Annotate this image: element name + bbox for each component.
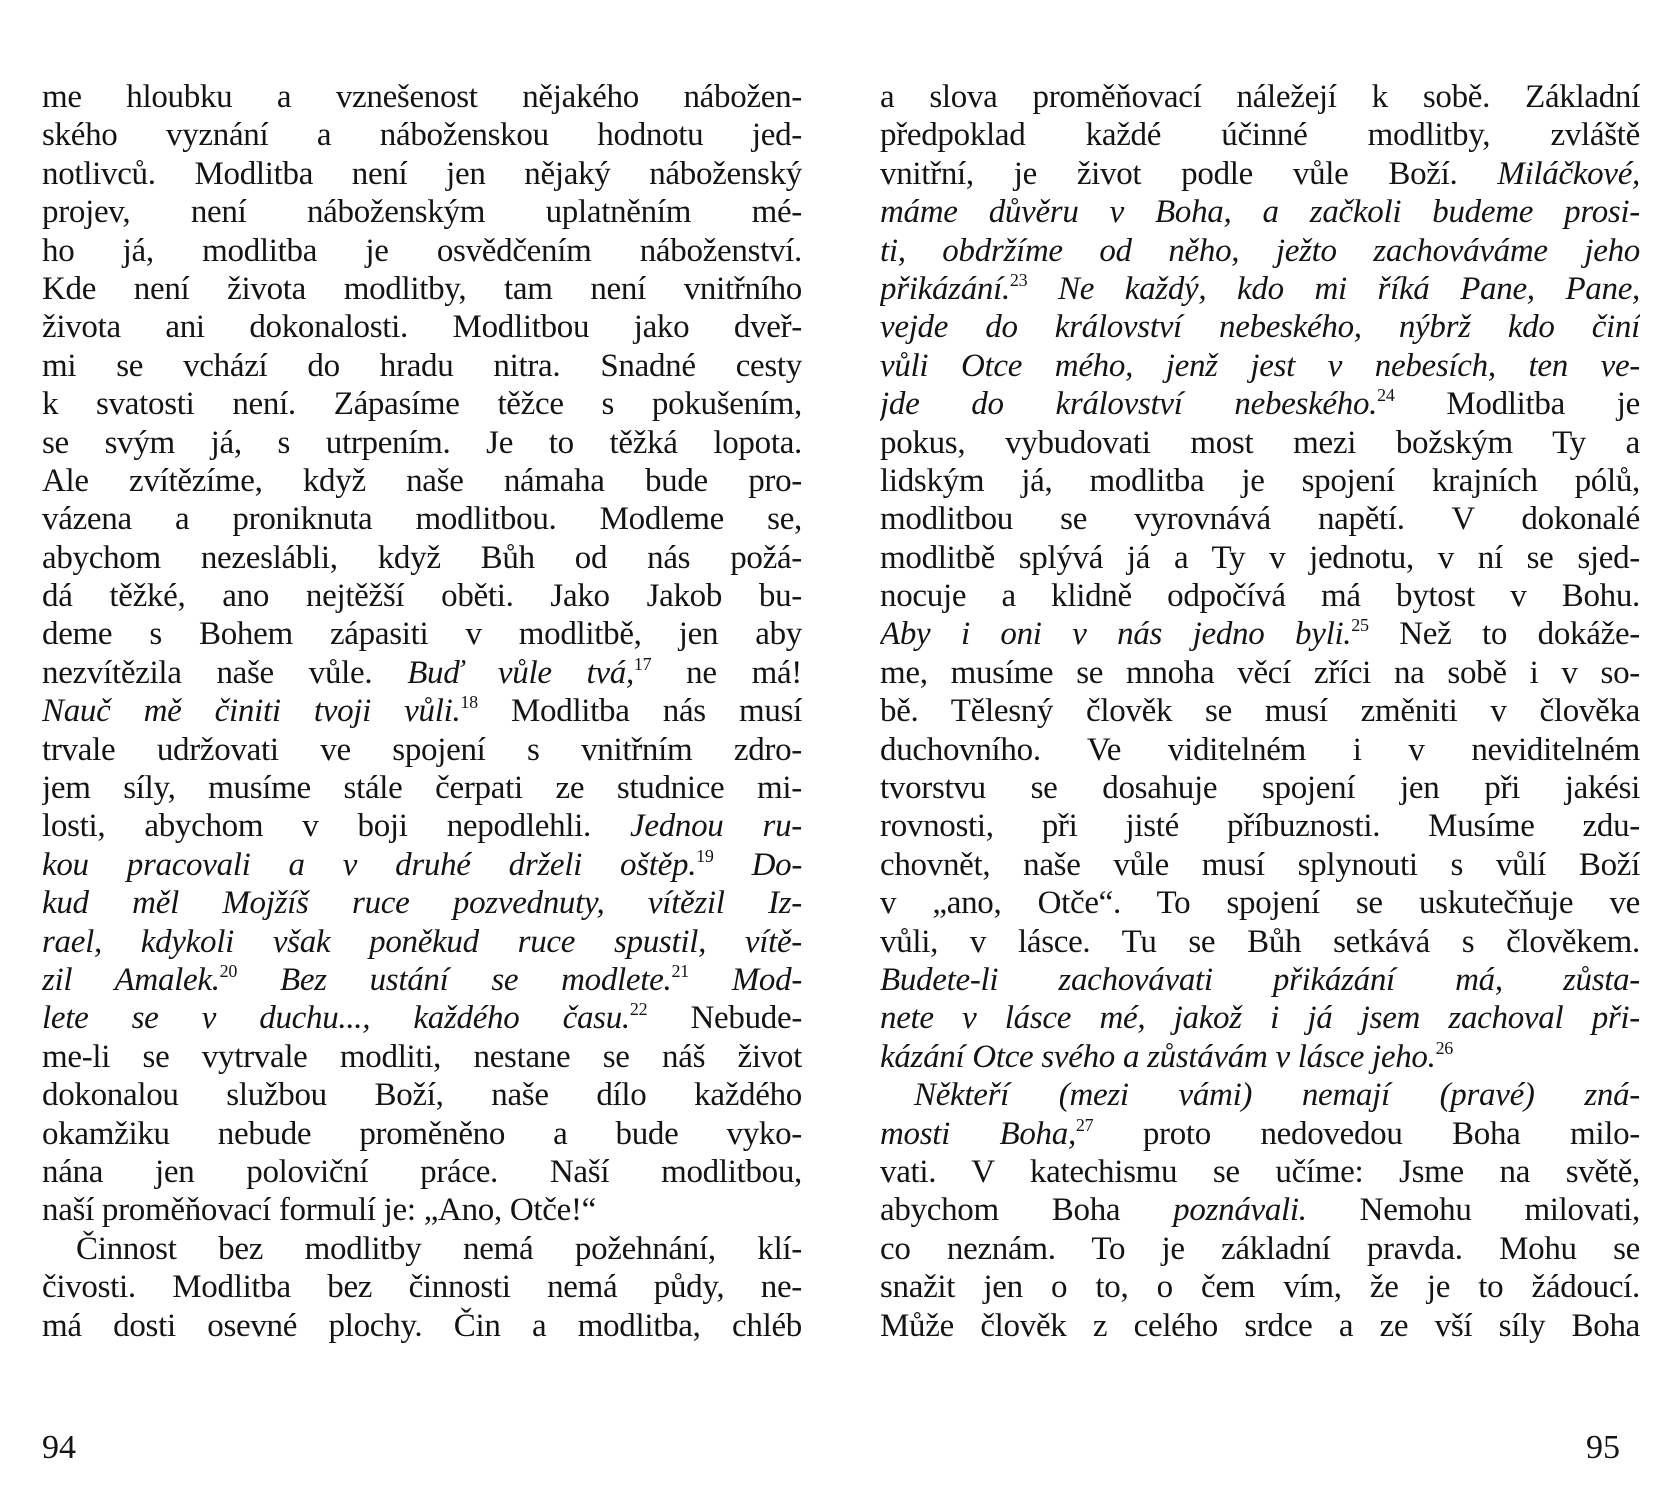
text-span: vázena a proniknuta modlitbou. Modleme se, — [42, 501, 802, 538]
text-span: me, musíme se mnoha věcí zříci na sobě i v so- — [880, 654, 1640, 691]
text-line — [880, 577, 1640, 615]
text-line — [42, 193, 802, 231]
text-span: naší proměňovací formulí je: „Ano, Otče!“ — [42, 1192, 597, 1229]
text-span: co neznám. To je základní pravda. Mohu se — [880, 1230, 1640, 1267]
text-line — [880, 884, 1640, 922]
text-line — [42, 999, 802, 1037]
text-line — [880, 1076, 1640, 1114]
text-span: mi se vchází do hradu nitra. Snadné cesty — [42, 347, 802, 384]
footnote-ref: 17 — [633, 653, 652, 674]
text-line — [42, 232, 802, 270]
text-span: okamžiku nebude proměněno a bude vyko- — [42, 1115, 802, 1152]
footnote-ref: 25 — [1351, 615, 1369, 636]
text-line — [880, 731, 1640, 769]
text-line — [880, 1038, 1640, 1076]
footnote-ref: 23 — [1009, 269, 1028, 290]
text-line — [42, 692, 802, 730]
text-span: Může člověk z celého srdce a ze vší síly Boha — [880, 1307, 1640, 1344]
text-span: nezvítězila naše vůle. — [42, 654, 408, 691]
text-span — [714, 847, 752, 883]
text-line — [880, 500, 1640, 538]
text-line — [880, 193, 1640, 231]
text-line — [42, 654, 802, 692]
text-span: rovnosti, při jisté příbuznosti. Musíme zdu- — [880, 808, 1640, 845]
italic-span: vejde do království nebeského, nýbrž kdo činí — [880, 309, 1640, 346]
footnote-ref: 21 — [671, 960, 689, 981]
text-span: chovnět, naše vůle musí splynouti s vůlí Boží — [880, 846, 1640, 883]
text-line — [42, 270, 802, 308]
italic-span: zil Amalek. — [42, 961, 220, 998]
italic-span: jde do království nebeského. — [880, 386, 1378, 423]
text-line — [42, 1191, 802, 1229]
italic-span: kázání Otce svého a zůstávám v lásce jeho. — [880, 1038, 1436, 1075]
text-line — [42, 769, 802, 807]
italic-span: Ne každý, kdo mi říká Pane, Pane, — [1058, 270, 1640, 307]
text-span: Činnost bez modlitby nemá požehnání, klí- — [76, 1230, 802, 1267]
text-span: předpoklad každé účinné modlitby, zvláště — [880, 117, 1640, 154]
text-span: a slova proměňovací náležejí k sobě. Základní — [880, 79, 1640, 115]
text-span: lidským já, modlitba je spojení krajních pólů, — [880, 462, 1640, 499]
text-span: čivosti. Modlitba bez činnosti nemá půdy, ne- — [42, 1269, 802, 1306]
text-line — [880, 961, 1640, 999]
text-span: nocuje a klidně odpočívá má bytost v Bohu. — [880, 578, 1640, 615]
text-span: projev, není náboženským uplatněním mé- — [42, 194, 802, 231]
text-line — [42, 1268, 802, 1306]
left-page — [42, 78, 802, 1345]
italic-span: vůli Otce mého, jenž jest v nebesích, ten ve- — [880, 347, 1640, 384]
text-line — [880, 116, 1640, 154]
text-line — [880, 999, 1640, 1037]
footnote-ref: 26 — [1435, 1037, 1453, 1058]
text-span: Nemohu milovati, — [1306, 1192, 1640, 1229]
text-line — [42, 385, 802, 423]
text-line — [42, 807, 802, 845]
text-line — [42, 1115, 802, 1153]
text-span: má dosti osevné plochy. Čin a modlitba, chléb — [42, 1307, 802, 1344]
text-span: v „ano, Otče“. To spojení se uskutečňuje ve — [880, 885, 1640, 922]
italic-span: Do- — [751, 846, 802, 883]
text-line — [42, 155, 802, 193]
italic-span: máme důvěru v Boha, a začkoli budeme prosi- — [880, 194, 1640, 231]
italic-span: rael, kdykoli však poněkud ruce spustil, vítě- — [42, 923, 802, 960]
text-span: bě. Tělesný člověk se musí změniti v člověka — [880, 693, 1640, 730]
text-line — [880, 155, 1640, 193]
text-span: vati. V katechismu se učíme: Jsme na světě, — [880, 1153, 1640, 1190]
right-page-number: 95 — [1586, 1429, 1620, 1466]
text-line — [880, 807, 1640, 845]
text-line — [42, 846, 802, 884]
text-line — [880, 846, 1640, 884]
text-line — [880, 923, 1640, 961]
text-line — [42, 1076, 802, 1114]
text-line — [880, 78, 1640, 116]
text-line — [42, 615, 802, 653]
italic-span: lete se v duchu..., každého času. — [42, 1000, 630, 1037]
text-line — [42, 500, 802, 538]
text-line — [880, 615, 1640, 653]
text-line — [880, 385, 1640, 423]
text-line — [42, 1307, 802, 1345]
text-line — [880, 1191, 1640, 1229]
italic-span: Budete-li zachovávati přikázání má, zůsta- — [880, 961, 1640, 998]
italic-span: ti, obdržíme od něho, ježto zachováváme jeho — [880, 232, 1640, 269]
italic-span: mosti Boha, — [880, 1115, 1076, 1152]
text-span: Modlitba je — [1394, 386, 1640, 423]
text-line — [880, 308, 1640, 346]
text-line — [880, 654, 1640, 692]
text-span: vnitřní, je život podle vůle Boží. — [880, 155, 1498, 192]
footnote-ref: 24 — [1377, 385, 1395, 406]
text-line — [880, 692, 1640, 730]
text-span: ského vyznání a náboženskou hodnotu jed- — [42, 117, 802, 154]
text-span: me-li se vytrvale modliti, nestane se náš život — [42, 1038, 802, 1075]
text-span: vůli, v lásce. Tu se Bůh setkává s člověkem. — [880, 923, 1640, 960]
text-span: abychom Boha — [880, 1192, 1174, 1229]
text-span — [237, 962, 280, 998]
text-span: dá těžké, ano nejtěžší oběti. Jako Jakob bu- — [42, 578, 802, 615]
text-span: proto nedovedou Boha milo- — [1093, 1115, 1640, 1152]
text-span: ho já, modlitba je osvědčením náboženství. — [42, 232, 802, 269]
text-line — [880, 1307, 1640, 1345]
text-line — [42, 1230, 802, 1268]
text-span: modlitbou se vyrovnává napětí. V dokonalé — [880, 501, 1640, 538]
text-span: me hloubku a vznešenost nějakého nábožen- — [42, 79, 802, 115]
text-span: k svatosti není. Zápasíme těžce s pokušením, — [42, 386, 802, 423]
text-span — [1027, 271, 1058, 307]
text-line — [42, 731, 802, 769]
italic-span: nete v lásce mé, jakož i já jsem zachoval při- — [880, 1000, 1640, 1037]
text-line — [880, 1153, 1640, 1191]
footnote-ref: 27 — [1075, 1114, 1094, 1135]
text-line — [880, 462, 1640, 500]
italic-span: Nauč mě činiti tvoji vůli. — [42, 693, 461, 730]
text-span: snažit jen o to, o čem vím, že je to žádoucí. — [880, 1269, 1640, 1306]
text-span: Modlitba nás musí — [477, 693, 802, 730]
text-span: nána jen poloviční práce. Naší modlitbou, — [42, 1153, 802, 1190]
text-line — [42, 1038, 802, 1076]
text-line — [42, 424, 802, 462]
text-span: dokonalou službou Boží, naše dílo každého — [42, 1077, 802, 1114]
italic-span: přikázání. — [880, 270, 1010, 307]
text-span: abychom nezeslábli, když Bůh od nás požá- — [42, 539, 802, 576]
text-line — [42, 577, 802, 615]
text-line — [880, 1230, 1640, 1268]
text-span: tvorstvu se dosahuje spojení jen při jakési — [880, 770, 1640, 807]
italic-span: Buď vůle tvá, — [407, 654, 634, 691]
text-line — [880, 424, 1640, 462]
italic-span: Mod- — [731, 961, 802, 998]
text-line — [42, 961, 802, 999]
text-span: jem síly, musíme stále čerpati ze studnice mi- — [42, 770, 802, 807]
text-line — [880, 347, 1640, 385]
text-span: deme s Bohem zápasiti v modlitbě, jen aby — [42, 616, 802, 653]
text-span: Než to dokáže- — [1368, 616, 1640, 653]
text-line — [880, 539, 1640, 577]
text-line — [42, 884, 802, 922]
text-line — [42, 1153, 802, 1191]
text-span: modlitbě splývá já a Ty v jednotu, v ní se sjed- — [880, 539, 1640, 576]
footnote-ref: 20 — [219, 960, 238, 981]
italic-span: kou pracovali a v druhé drželi oštěp. — [42, 846, 697, 883]
italic-span: Bez ustání se modlete. — [279, 961, 672, 998]
text-span: duchovního. Ve viditelném i v neviditelném — [880, 731, 1640, 768]
text-span: se svým já, s utrpením. Je to těžká lopota. — [42, 424, 802, 461]
right-page — [880, 78, 1640, 1345]
text-line — [42, 923, 802, 961]
footnote-ref: 18 — [460, 692, 478, 713]
footnote-ref: 19 — [696, 845, 714, 866]
text-span: Nebude- — [647, 1000, 802, 1037]
text-span: pokus, vybudovati most mezi božským Ty a — [880, 424, 1640, 461]
text-line — [880, 1115, 1640, 1153]
italic-span: Aby i oni v nás jedno byli. — [880, 616, 1352, 653]
italic-span: Miláčkové, — [1497, 155, 1640, 192]
text-span: života ani dokonalosti. Modlitbou jako dveř- — [42, 309, 802, 346]
text-span: notlivců. Modlitba není jen nějaký náboženský — [42, 155, 802, 192]
text-span: losti, abychom v boji nepodlehli. — [42, 808, 631, 845]
footnote-ref: 22 — [629, 999, 648, 1020]
text-span: trvale udržovati ve spojení s vnitřním zdro- — [42, 731, 802, 768]
text-line — [880, 769, 1640, 807]
italic-span: Někteří (mezi vámi) nemají (pravé) zná- — [914, 1077, 1640, 1114]
left-page-number: 94 — [42, 1429, 76, 1466]
text-span: Kde není života modlitby, tam není vnitřního — [42, 270, 802, 307]
text-line — [880, 232, 1640, 270]
text-line — [42, 116, 802, 154]
text-line — [880, 1268, 1640, 1306]
text-line — [42, 539, 802, 577]
text-span: Ale zvítězíme, když naše námaha bude pro- — [42, 462, 802, 499]
italic-span: kud měl Mojžíš ruce pozvednuty, vítězil Iz- — [42, 885, 802, 922]
text-line — [880, 270, 1640, 308]
text-span: ne má! — [651, 654, 802, 691]
italic-span: poznávali. — [1173, 1192, 1307, 1229]
text-line — [42, 78, 802, 116]
text-line — [42, 308, 802, 346]
text-line — [42, 462, 802, 500]
text-span — [689, 962, 732, 998]
italic-span: Jednou ru- — [630, 808, 802, 845]
text-line — [42, 347, 802, 385]
